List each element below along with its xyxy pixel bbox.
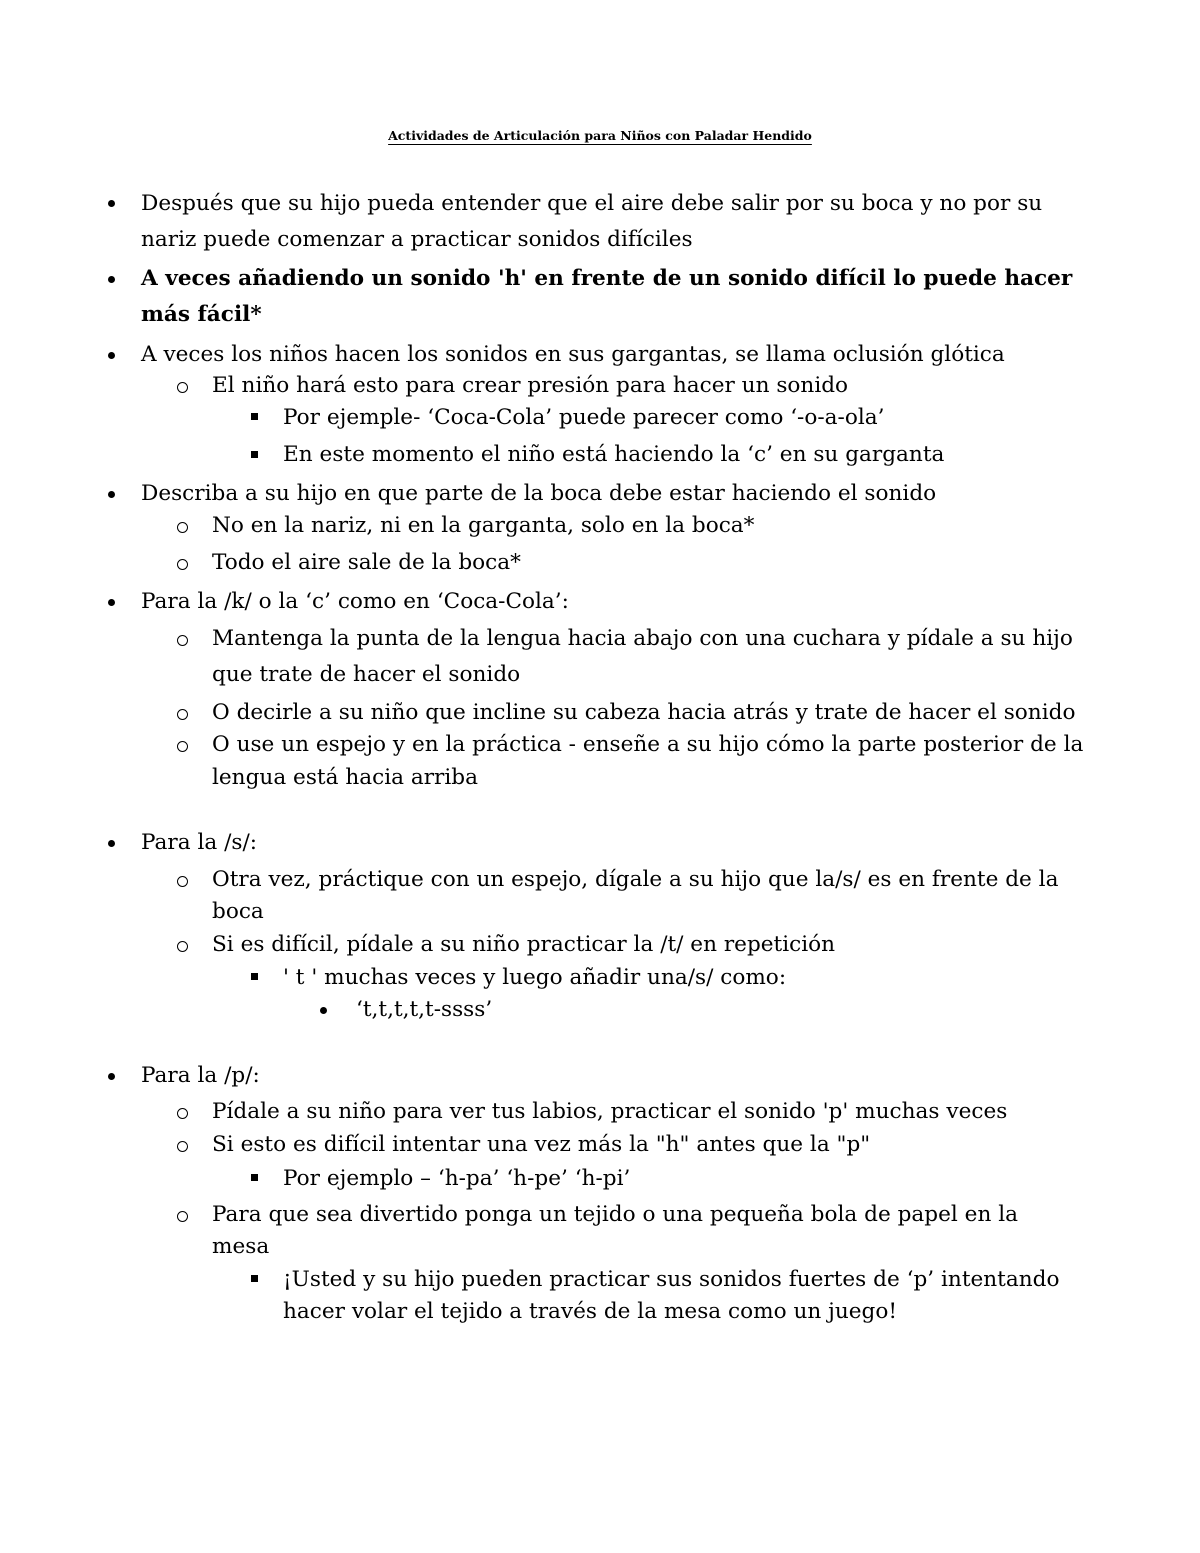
bullet-6-line: Para la /s/: — [141, 830, 258, 855]
sub-sub-bullet-marker — [251, 973, 258, 980]
bullet-7-sub-3-line-2: mesa — [212, 1234, 270, 1259]
bullet-4-sub-1: No en la nariz, ni en la garganta, solo en la boca* — [212, 513, 755, 538]
bullet-4-line: Describa a su hijo en que parte de la boca debe estar haciendo el sonido — [141, 481, 937, 506]
sub-bullet-marker — [177, 522, 188, 533]
bullet-1-line-2: nariz puede comenzar a practicar sonidos difíciles — [141, 227, 693, 252]
bullet-7-sub-3-line-1: Para que sea divertido ponga un tejido o una pequeña bola de papel en la — [212, 1202, 1018, 1227]
sub-sub-bullet-marker — [251, 1275, 258, 1282]
bullet-marker — [108, 1073, 115, 1080]
sub-bullet-marker — [177, 1141, 188, 1152]
document-title: Actividades de Articulación para Niños con Paladar Hendido — [388, 128, 812, 143]
sub-bullet-marker — [177, 709, 188, 720]
sub-sub-bullet-marker — [251, 451, 258, 458]
sub-bullet-marker — [177, 1211, 188, 1222]
sub-bullet-marker — [177, 382, 188, 393]
bullet-marker — [108, 599, 115, 606]
sub-sub-bullet-marker — [251, 1174, 258, 1181]
bullet-6-sub-2-item-1: ' t ' muchas veces y luego añadir una/s/ como: — [283, 965, 787, 990]
sub-bullet-marker — [177, 1108, 188, 1119]
sub-sub-bullet-marker — [251, 413, 258, 420]
bullet-4-sub-2: Todo el aire sale de la boca* — [212, 550, 521, 575]
sub-bullet-marker — [177, 876, 188, 887]
bullet-7-sub-2-item-1: Por ejemplo – ‘h-pa’ ‘h-pe’ ‘h-pi’ — [283, 1166, 631, 1191]
bullet-1-line-1: Después que su hijo pueda entender que el aire debe salir por su boca y no por su — [141, 191, 1043, 216]
sub-bullet-marker — [177, 741, 188, 752]
bullet-5-line: Para la /k/ o la ‘c’ como en ‘Coca-Cola’: — [141, 589, 569, 614]
bullet-5-sub-2: O decirle a su niño que incline su cabeza hacia atrás y trate de hacer el sonido — [212, 700, 1076, 725]
bullet-6-sub-1-line-1: Otra vez, práctique con un espejo, dígale a su hijo que la/s/ es en frente de la — [212, 867, 1059, 892]
bullet-7-sub-3-item-1-line-1: ¡Usted y su hijo pueden practicar sus sonidos fuertes de ‘p’ intentando — [283, 1267, 1060, 1292]
bullet-7-line: Para la /p/: — [141, 1063, 260, 1088]
bullet-6-sub-1-line-2: boca — [212, 899, 264, 924]
sub-bullet-marker — [177, 559, 188, 570]
bullet-2-line-1: A veces añadiendo un sonido 'h' en frente de un sonido difícil lo puede hacer — [141, 266, 1073, 291]
bullet-7-sub-3-item-1-line-2: hacer volar el tejido a través de la mesa como un juego! — [283, 1299, 898, 1324]
bullet-3-sub-1-item-1: Por ejemple- ‘Coca-Cola’ puede parecer como ‘-o-a-ola’ — [283, 405, 885, 430]
bullet-marker — [108, 200, 115, 207]
bullet-7-sub-1: Pídale a su niño para ver tus labios, practicar el sonido 'p' muchas veces — [212, 1099, 1008, 1124]
bullet-marker — [108, 840, 115, 847]
bullet-5-sub-1-line-1: Mantenga la punta de la lengua hacia abajo con una cuchara y pídale a su hijo — [212, 626, 1073, 651]
bullet-5-sub-3-line-2: lengua está hacia arriba — [212, 765, 478, 790]
bullet-5-sub-1-line-2: que trate de hacer el sonido — [212, 662, 521, 687]
bullet-5-sub-3-line-1: O use un espejo y en la práctica - enseñe a su hijo cómo la parte posterior de la — [212, 732, 1084, 757]
bullet-3-sub-1: El niño hará esto para crear presión para hacer un sonido — [212, 373, 849, 398]
bullet-6-sub-2-item-1-detail: ‘t,t,t,t,t-ssss’ — [356, 997, 493, 1022]
bullet-marker — [108, 276, 115, 283]
bullet-7-sub-2: Si esto es difícil intentar una vez más la "h" antes que la "p" — [212, 1132, 871, 1157]
bullet-3-sub-1-item-2: En este momento el niño está haciendo la ‘c’ en su garganta — [283, 442, 945, 467]
bullet-marker — [108, 491, 115, 498]
bullet-6-sub-2: Si es difícil, pídale a su niño practicar la /t/ en repetición — [212, 932, 836, 957]
sub-bullet-marker — [177, 941, 188, 952]
bullet-2-line-2: más fácil* — [141, 302, 262, 327]
level-4-bullet-marker — [320, 1007, 327, 1014]
sub-bullet-marker — [177, 635, 188, 646]
bullet-3-line: A veces los niños hacen los sonidos en sus gargantas, se llama oclusión glótica — [141, 342, 1005, 367]
bullet-marker — [108, 352, 115, 359]
